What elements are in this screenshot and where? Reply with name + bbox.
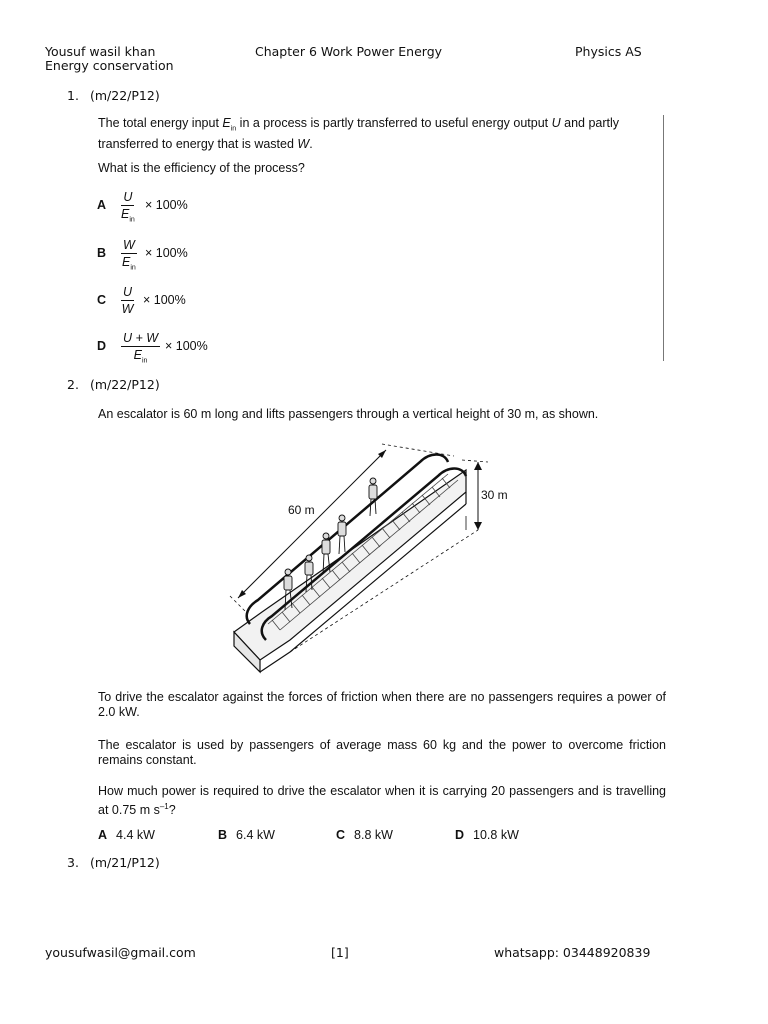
height-label: 30 m — [481, 488, 508, 502]
q1-stem: The total energy input $E_{in}$ in a process is partly transferred to useful energy output U and partly transferred to energy that is wasted W. — [98, 116, 620, 151]
chapter-title: Chapter 6 Work Power Energy — [255, 44, 443, 59]
q3-number: 3. — [67, 855, 79, 870]
q1-option-b-fraction: W $E_{in}$ — [122, 238, 136, 272]
subject-title: Physics AS — [575, 44, 642, 59]
topic-title: Energy conservation — [45, 58, 174, 73]
q1-reference: (m/22/P12) — [90, 88, 160, 103]
q1-option-a-multiplier: × 100% — [145, 198, 188, 212]
q2-number: 2. — [67, 377, 79, 392]
author-name: Yousuf wasil khan — [45, 44, 156, 59]
q1-number: 1. — [67, 88, 79, 103]
q1-option-c-fraction: $\frac{U}{W}$ — [121, 285, 134, 316]
escalator-base — [234, 470, 466, 660]
left-handrail — [247, 455, 448, 625]
footer-whatsapp: whatsapp: 03448920839 — [494, 945, 651, 960]
q1-option-b-letter: B — [97, 246, 107, 260]
q2-answer-b: B 6.4 kW — [218, 828, 275, 842]
length-label: 60 m — [288, 503, 315, 517]
q1-option-d-fraction: U + W $E_{in}$ — [123, 331, 159, 365]
escalator-diagram — [225, 432, 525, 677]
q2-reference: (m/22/P12) — [90, 377, 160, 392]
q2-intro: An escalator is 60 m long and lifts passengers through a vertical height of 30 m, as shown. — [98, 407, 599, 421]
q3-reference: (m/21/P12) — [90, 855, 160, 870]
q1-question: What is the efficiency of the process? — [98, 161, 305, 175]
margin-rule — [663, 115, 664, 361]
q2-paragraph-question: How much power is required to drive the escalator when it is carrying 20 passengers and is travelling at 0.75 m $s^{-1}$? — [98, 784, 666, 818]
q1-option-c-multiplier: × 100% — [143, 293, 186, 307]
q2-answer-a: A 4.4 kW — [98, 828, 155, 842]
q1-option-c-letter: C — [97, 293, 107, 307]
q2-answer-d: D 10.8 kW — [455, 828, 519, 842]
q1-option-d-multiplier: × 100% — [165, 339, 208, 353]
q2-paragraph-friction: To drive the escalator against the forces of friction when there are no passengers requires a power of 2.0 kW. — [98, 690, 666, 719]
page-number: [1] — [331, 945, 349, 960]
q1-option-a-fraction: U $E_{in}$ — [121, 190, 135, 224]
q2-paragraph-mass: The escalator is used by passengers of average mass 60 kg and the power to overcome friction remains constant. — [98, 738, 666, 767]
q1-option-d-letter: D — [97, 339, 107, 353]
q1-option-a-letter: A — [97, 198, 107, 212]
q2-answer-c: C 8.8 kW — [336, 828, 393, 842]
footer-email: yousufwasil@gmail.com — [45, 945, 196, 960]
q1-option-b-multiplier: × 100% — [145, 246, 188, 260]
